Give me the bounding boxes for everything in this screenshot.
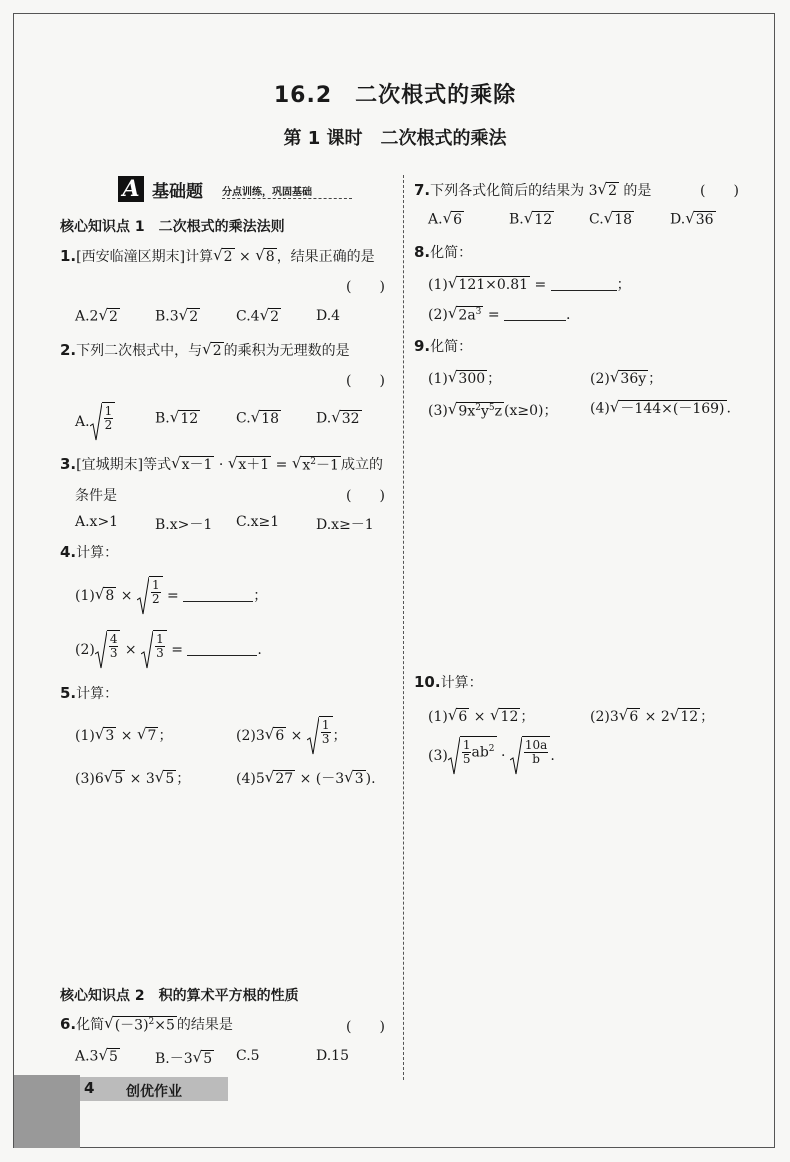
q9-part-2: (2) √ 36y ； xyxy=(590,368,663,388)
q7-option-c: C. √ 18 xyxy=(589,209,633,228)
question-3: 3.[宜城期末]等式 √ x－1 · √ x＋1 = √ $x^2-1$ 成立的 xyxy=(60,454,383,474)
q5-part-4: (4)5 √ 27 × (－3 √ 3 ). xyxy=(236,768,376,788)
q10-part-1: (1) √ 6 × √ 12 ； xyxy=(428,706,535,726)
q10-part-2: (2)3 √ 6 × 2 √ 12 ； xyxy=(590,706,715,726)
q3-option-b: B.x>－1 xyxy=(155,517,213,533)
q2-option-d: D. √ 32 xyxy=(316,408,360,427)
knowledge-point-1: 核心知识点 1 二次根式的乘法法则 xyxy=(60,219,285,235)
q6-answer-paren: ( ) xyxy=(346,1019,385,1035)
banner-name: 基础题 xyxy=(152,182,203,202)
question-8: 8.化简： xyxy=(414,243,473,261)
q8-part-2: (2) √ $2a^3$ = . xyxy=(428,304,571,324)
knowledge-point-2: 核心知识点 2 积的算术平方根的性质 xyxy=(60,988,299,1004)
question-1: 1.[西安临潼区期末]计算 √ 2 × √ 8 ，结果正确的是 xyxy=(60,246,375,266)
question-9: 9.化简： xyxy=(414,337,473,355)
q3-option-c: C.x≥1 xyxy=(236,514,280,530)
q4-part-2: (2) $\frac{4}{3}$ × $\frac{1}{3}$ = . xyxy=(75,630,262,670)
q7-answer-paren: ( ) xyxy=(700,183,739,199)
q5-part-2: (2)3 √ 6 × $\frac{1}{3}$ ； xyxy=(236,716,347,756)
q6-option-d: D.15 xyxy=(316,1048,349,1064)
question-6: 6.化简 √ $(-3)^2\times 5$ 的结果是 xyxy=(60,1014,233,1034)
q9-part-3: (3) √ $9x^2y^5z$ (x≥0)； xyxy=(428,400,558,420)
basic-section-banner xyxy=(118,176,354,202)
q6-option-b: B.－3 √ 5 xyxy=(155,1048,213,1068)
q1-answer-paren: ( ) xyxy=(346,279,385,295)
column-divider xyxy=(403,175,404,1080)
banner-letter: A xyxy=(118,176,144,202)
q1-option-d: D.4 xyxy=(316,308,341,324)
section-title: 16.2 二次根式的乘除 xyxy=(273,83,517,108)
q3-line2: 条件是 xyxy=(75,488,117,504)
q8-part-1: (1) √ 121×0.81 = ； xyxy=(428,274,631,294)
q3-option-d: D.x≥－1 xyxy=(316,517,374,533)
q5-part-3: (3)6 √ 5 × 3 √ 5 ； xyxy=(75,768,191,788)
q9-part-1: (1) √ 300 ； xyxy=(428,368,502,388)
q3-option-a: A.x>1 xyxy=(75,514,119,530)
banner-underline xyxy=(222,198,352,199)
q1-option-a: A.2 √ 2 xyxy=(75,306,118,325)
q1-option-c: C.4 √ 2 xyxy=(236,306,280,325)
q7-option-b: B. √ 12 xyxy=(509,209,553,228)
banner-tag: 分点训练，巩固基础 xyxy=(222,187,312,198)
question-7: 7.下列各式化简后的结果为 3 √ 2 的是 xyxy=(414,180,652,200)
page-number: 4 xyxy=(84,1079,95,1097)
q2-option-b: B. √ 12 xyxy=(155,408,199,427)
q2-option-c: C. √ 18 xyxy=(236,408,280,427)
q7-option-d: D. √ 36 xyxy=(670,209,714,228)
q10-part-3: (3) $\frac{1}{5}$ $ab^2$ · $\frac{10a}{b}$ . xyxy=(428,736,555,776)
q4-part-1: (1) √ 8 × $\frac{1}{2}$ = ； xyxy=(75,576,267,616)
q6-option-a: A.3 √ 5 xyxy=(75,1046,118,1065)
q9-part-4: (4) √ －144×(－169) . xyxy=(590,398,731,417)
lesson-subtitle: 第 1 课时 二次根式的乘法 xyxy=(283,128,507,149)
footer-corner-block xyxy=(14,1075,80,1148)
q3-answer-paren: ( ) xyxy=(346,488,385,504)
question-2: 2.下列二次根式中，与 √ 2 的乘积为无理数的是 xyxy=(60,340,350,360)
question-4: 4.计算： xyxy=(60,543,119,561)
q5-part-1: (1) √ 3 × √ 7 ； xyxy=(75,725,173,745)
footer-title: 创优作业 xyxy=(126,1084,182,1100)
question-5: 5.计算： xyxy=(60,684,119,702)
q7-option-a: A. √ 6 xyxy=(428,209,463,228)
q2-answer-paren: ( ) xyxy=(346,373,385,389)
question-10: 10.计算： xyxy=(414,673,483,691)
q1-option-b: B.3 √ 2 xyxy=(155,306,199,325)
q2-option-a: A. $\frac{1}{2}$ xyxy=(75,402,115,442)
q6-option-c: C.5 xyxy=(236,1048,260,1064)
